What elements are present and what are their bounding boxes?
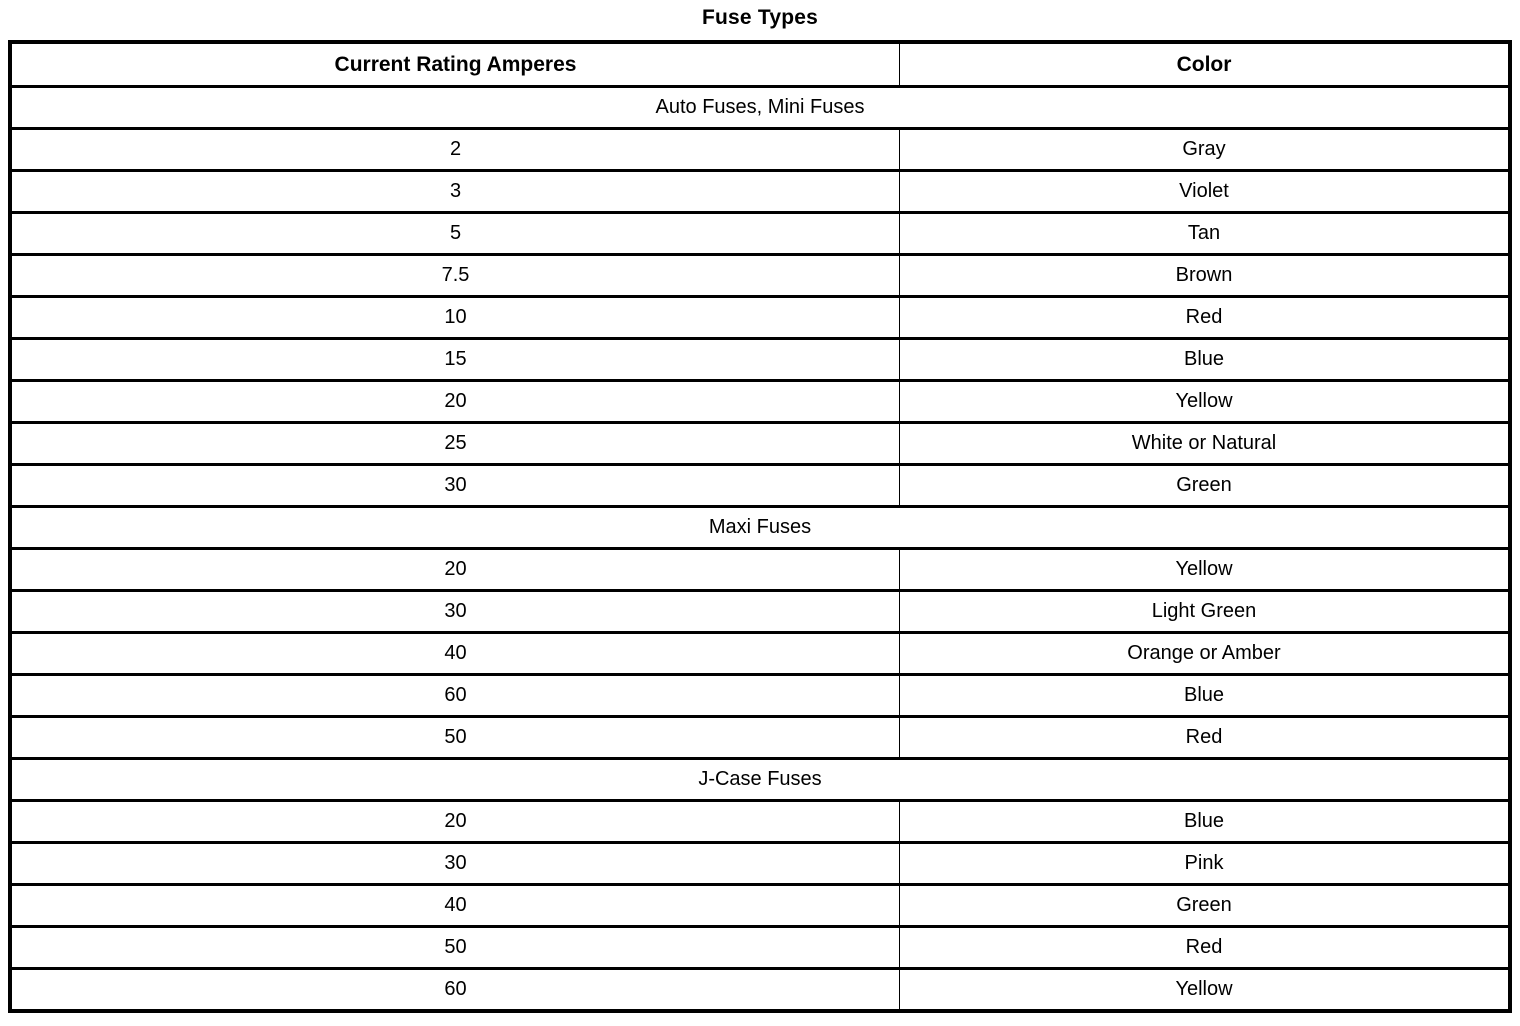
amperage-cell: 60 [10, 675, 900, 717]
table-row [10, 381, 1510, 423]
amperage-cell: 2 [10, 129, 900, 171]
amperage-cell: 20 [10, 549, 900, 591]
table-row [10, 927, 1510, 969]
color-cell: Violet [900, 171, 1511, 213]
table-row [10, 465, 1510, 507]
section-header-row [10, 507, 1510, 549]
color-cell: White or Natural [900, 423, 1511, 465]
color-cell: Red [900, 717, 1511, 759]
table-row [10, 801, 1510, 843]
table-row [10, 591, 1510, 633]
table-row [10, 969, 1510, 1012]
color-cell: Yellow [900, 381, 1511, 423]
amperage-cell: 30 [10, 843, 900, 885]
amperage-cell: 10 [10, 297, 900, 339]
table-row [10, 213, 1510, 255]
table-row [10, 297, 1510, 339]
amperage-cell: 50 [10, 717, 900, 759]
amperage-cell: 15 [10, 339, 900, 381]
amperage-cell: 50 [10, 927, 900, 969]
table-row [10, 633, 1510, 675]
amperage-cell: 25 [10, 423, 900, 465]
amperage-cell: 30 [10, 591, 900, 633]
page-title: Fuse Types [702, 6, 818, 29]
color-cell: Blue [900, 675, 1511, 717]
color-cell: Pink [900, 843, 1511, 885]
fuse-types-table [8, 40, 1512, 1013]
section-title: Maxi Fuses [10, 507, 1510, 549]
color-cell: Green [900, 465, 1511, 507]
amperage-cell: 5 [10, 213, 900, 255]
color-cell: Brown [900, 255, 1511, 297]
amperage-cell: 40 [10, 885, 900, 927]
section-title: J-Case Fuses [10, 759, 1510, 801]
amperage-cell: 60 [10, 969, 900, 1012]
column-header-color: Color [900, 42, 1511, 87]
color-cell: Gray [900, 129, 1511, 171]
table-row [10, 885, 1510, 927]
table-row [10, 549, 1510, 591]
section-title: Auto Fuses, Mini Fuses [10, 87, 1510, 129]
amperage-cell: 30 [10, 465, 900, 507]
table-row [10, 675, 1510, 717]
color-cell: Blue [900, 801, 1511, 843]
amperage-cell: 3 [10, 171, 900, 213]
color-cell: Orange or Amber [900, 633, 1511, 675]
color-cell: Blue [900, 339, 1511, 381]
fuse-table-body [10, 87, 1510, 1012]
color-cell: Red [900, 297, 1511, 339]
color-cell: Red [900, 927, 1511, 969]
table-row [10, 171, 1510, 213]
color-cell: Tan [900, 213, 1511, 255]
column-header-current-rating: Current Rating Amperes [10, 42, 900, 87]
table-row [10, 717, 1510, 759]
table-row [10, 129, 1510, 171]
section-header-row [10, 87, 1510, 129]
color-cell: Yellow [900, 969, 1511, 1012]
amperage-cell: 7.5 [10, 255, 900, 297]
table-row [10, 843, 1510, 885]
amperage-cell: 20 [10, 801, 900, 843]
section-header-row [10, 759, 1510, 801]
color-cell: Yellow [900, 549, 1511, 591]
color-cell: Light Green [900, 591, 1511, 633]
amperage-cell: 20 [10, 381, 900, 423]
amperage-cell: 40 [10, 633, 900, 675]
table-row [10, 423, 1510, 465]
color-cell: Green [900, 885, 1511, 927]
table-row [10, 339, 1510, 381]
table-header-row [10, 42, 1510, 87]
table-row [10, 255, 1510, 297]
